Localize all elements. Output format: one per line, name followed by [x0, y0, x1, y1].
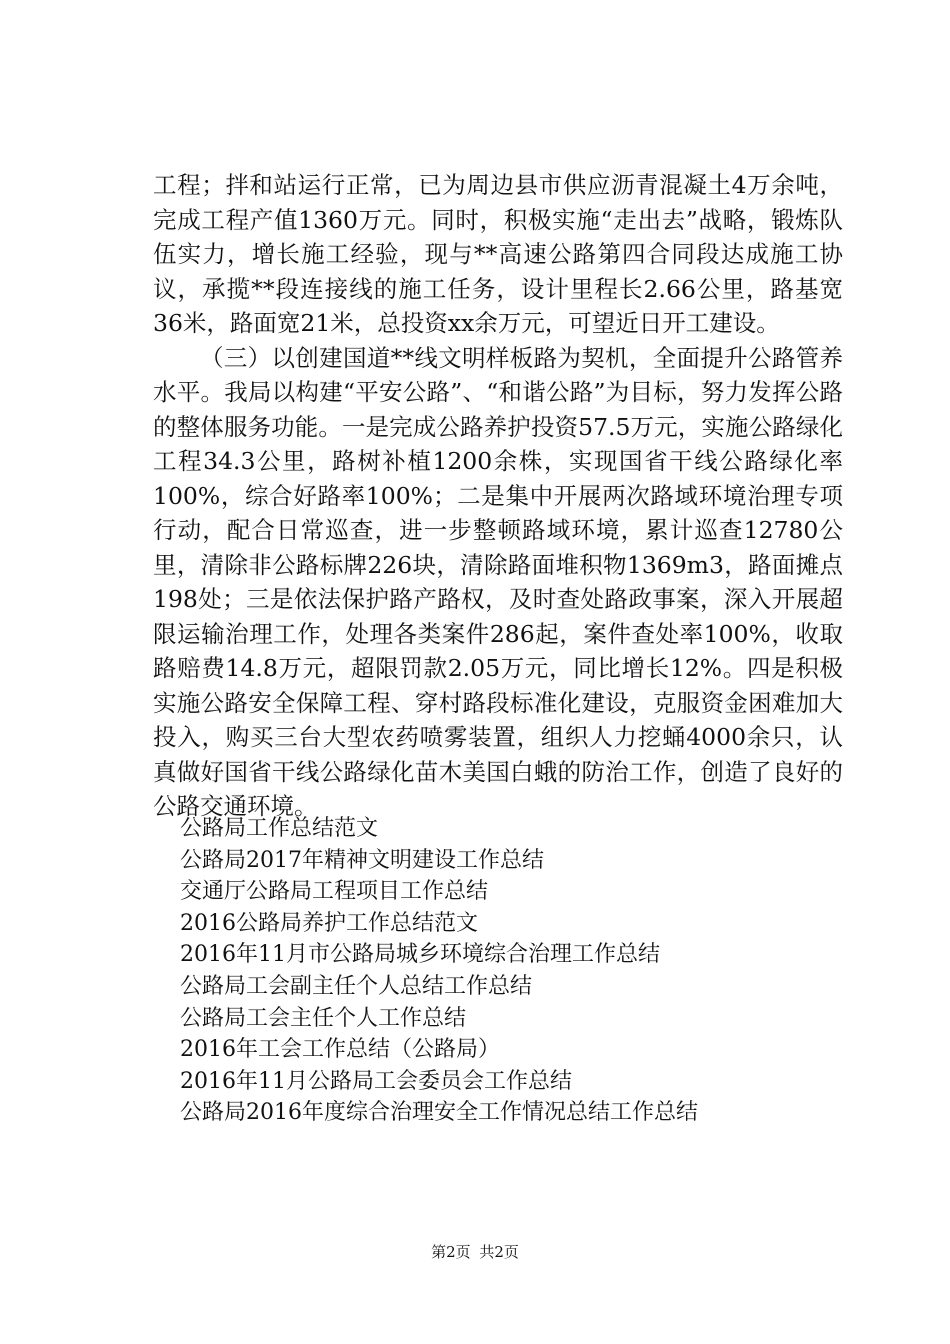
related-link[interactable]: 公路局2017年精神文明建设工作总结 — [180, 847, 544, 873]
related-link[interactable]: 2016年工会工作总结（公路局） — [180, 1037, 500, 1063]
related-link[interactable]: 交通厅公路局工程项目工作总结 — [180, 879, 489, 905]
related-link[interactable]: 2016公路局养护工作总结范文 — [180, 910, 478, 936]
related-link[interactable]: 2016年11月公路局工会委员会工作总结 — [180, 1068, 572, 1094]
related-link[interactable]: 2016年11月市公路局城乡环境综合治理工作总结 — [180, 942, 660, 968]
related-link[interactable]: 公路局2016年度综合治理安全工作情况总结工作总结 — [180, 1100, 698, 1126]
related-articles-list — [180, 813, 840, 1129]
page-total: 共2页 — [479, 1243, 519, 1261]
paragraph-1: 工程；拌和站运行正常，已为周边县市供应沥青混凝土4万余吨，完成工程产值1360万元。同时，积极实施“走出去”战略，锻炼队伍实力，增长施工经验，现与**高速公路第四合同段达成施工协议，承揽**段连接线的施工任务，设计里程长2.66公里，路基宽36米，路面宽21米，总投资xx余万元，可望近日开工建设。 — [153, 171, 843, 337]
page-footer — [0, 1241, 950, 1262]
related-link[interactable]: 公路局工作总结范文 — [180, 816, 379, 841]
related-link[interactable]: 公路局工会主任个人工作总结 — [180, 1005, 467, 1031]
paragraph-2: （三）以创建国道**线文明样板路为契机，全面提升公路管养水平。我局以构建“平安公路”、“和谐公路”为目标，努力发挥公路的整体服务功能。一是完成公路养护投资57.5万元，实施公路绿化工程34.3公里，路树补植1200余株，实现国省干线公路绿化率100%，综合好路率100%；二是集中开展两次路域环境治理专项行动，配合日常巡查，进一步整顿路域环境，累计巡查12780公里，清除非公路标牌226块，清除路面堆积物1369m3，路面摊点198处；三是依法保护路产路权，及时查处路政事案，深入开展超限运输治理工作，处理各类案件286起，案件查处率100%，收取路赔费14.8万元，超限罚款2.05万元，同比增长12%。四是积极实施公路安全保障工程、穿村路段标准化建设，克服资金困难加大投入，购买三台大型农药喷雾装置，组织人力挖蛹4000余只，认真做好国省干线公路绿化苗木美国白蛾的防治工作，创造了良好的公路交通环境。 — [153, 343, 843, 820]
body-text — [153, 168, 843, 824]
related-link[interactable]: 公路局工会副主任个人总结工作总结 — [180, 973, 533, 999]
page-number: 第2页 — [431, 1243, 471, 1261]
